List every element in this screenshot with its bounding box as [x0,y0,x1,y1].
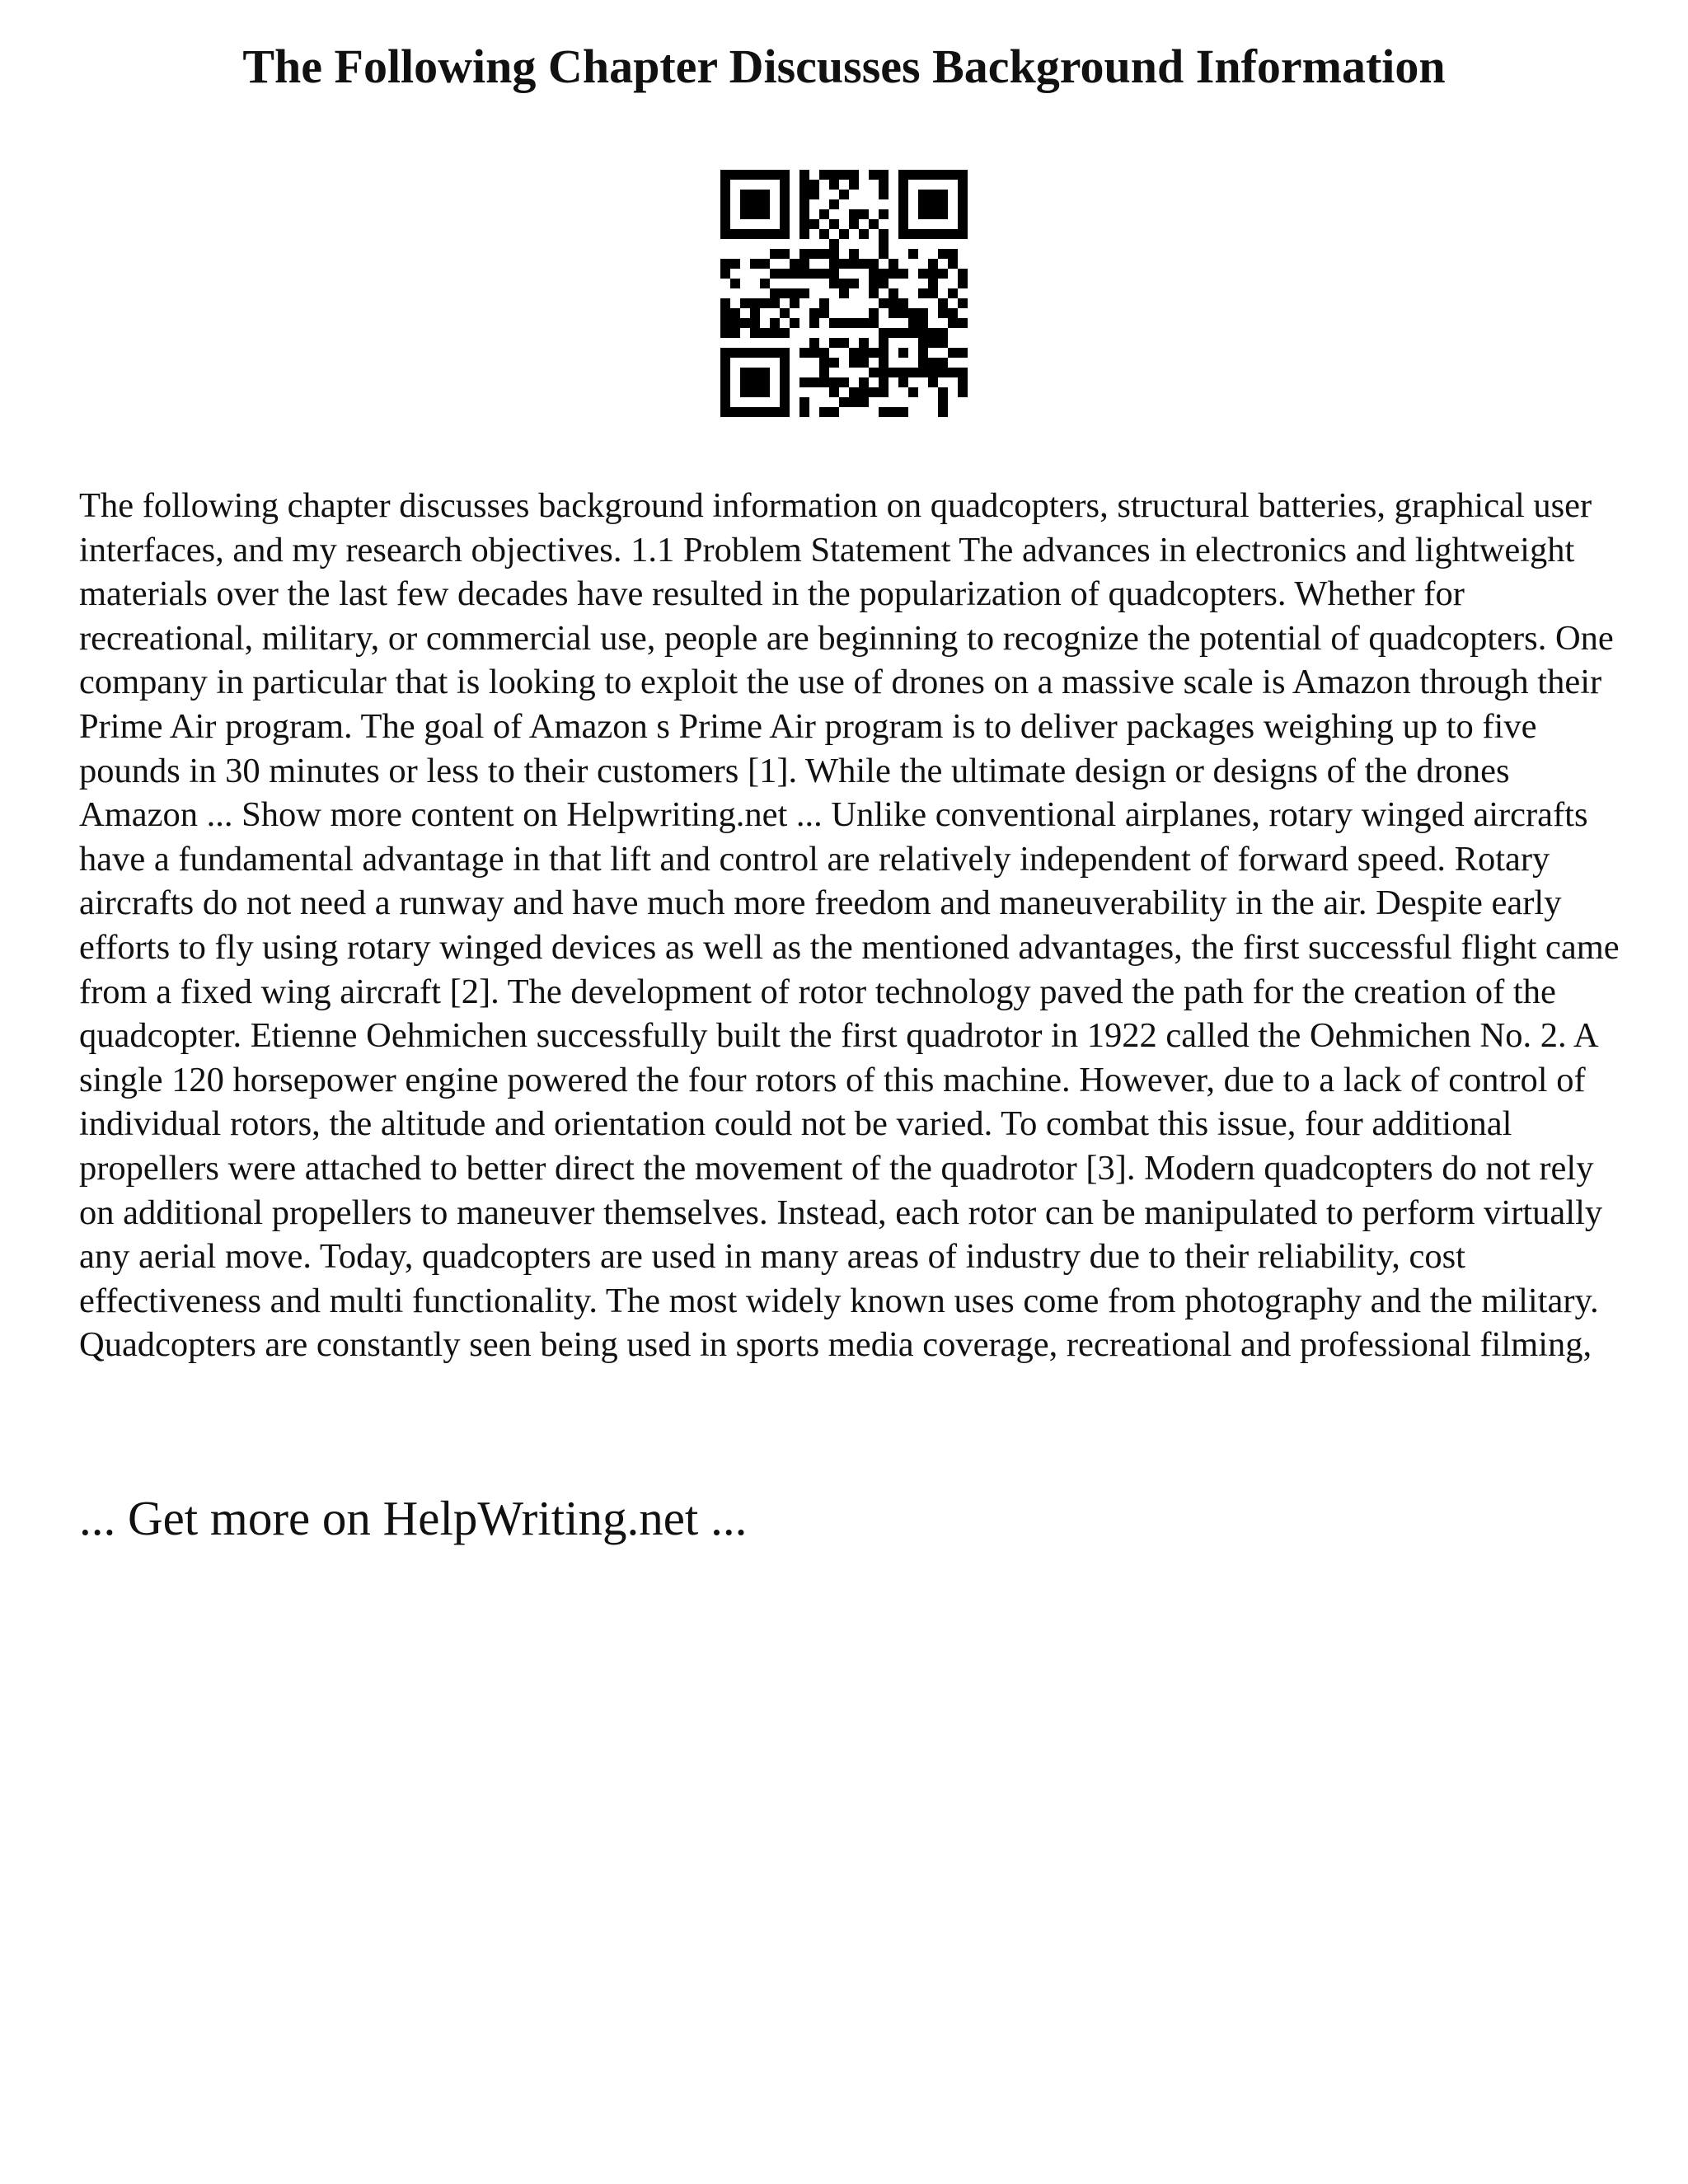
page-title: The Following Chapter Discusses Background Information [242,40,1446,93]
body-paragraph: The following chapter discusses background information on quadcopters, structural batteries, graphical user interfaces, and my research objectives. 1.1 Problem Statement The advances in electronics and lightweight materials over the last few decades have resulted in the popularization of quadcopters. Whether for recreational, military, or commercial use, people are beginning to recognize the potential of quadcopters. One company in particular that is looking to exploit the use of drones on a massive scale is Amazon through their Prime Air program. The goal of Amazon s Prime Air program is to deliver packages weighing up to five pounds in 30 minutes or less to their customers [1]. While the ultimate design or designs of the drones Amazon ... Show more content on Helpwriting.net ... Unlike conventional airplanes, rotary winged aircrafts have a fundamental advantage in that lift and control are relatively independent of forward speed. Rotary aircrafts do not need a runway and have much more freedom and maneuverability in the air. Despite early efforts to fly using rotary winged devices as well as the mentioned advantages, the first successful flight came from a fixed wing aircraft [2]. The development of rotor technology paved the path for the creation of the quadcopter. Etienne Oehmichen successfully built the first quadrotor in 1922 called the Oehmichen No. 2. A single 120 horsepower engine powered the four rotors of this machine. However, due to a lack of control of individual rotors, the altitude and orientation could not be varied. To combat this issue, four additional propellers were attached to better direct the movement of the quadrotor [3]. Modern quadcopters do not rely on additional propellers to maneuver themselves. Instead, each rotor can be manipulated to perform virtually any aerial move. Today, quadcopters are used in many areas of industry due to their reliability, cost effectiveness and multi functionality. The most widely known uses come from photography and the military. Quadcopters are constantly seen being used in sports media coverage, recreational and professional filming, [79,486,1620,1365]
qr-code-icon[interactable] [720,170,968,417]
get-more-link[interactable]: ... Get more on HelpWriting.net ... [79,1491,748,1545]
